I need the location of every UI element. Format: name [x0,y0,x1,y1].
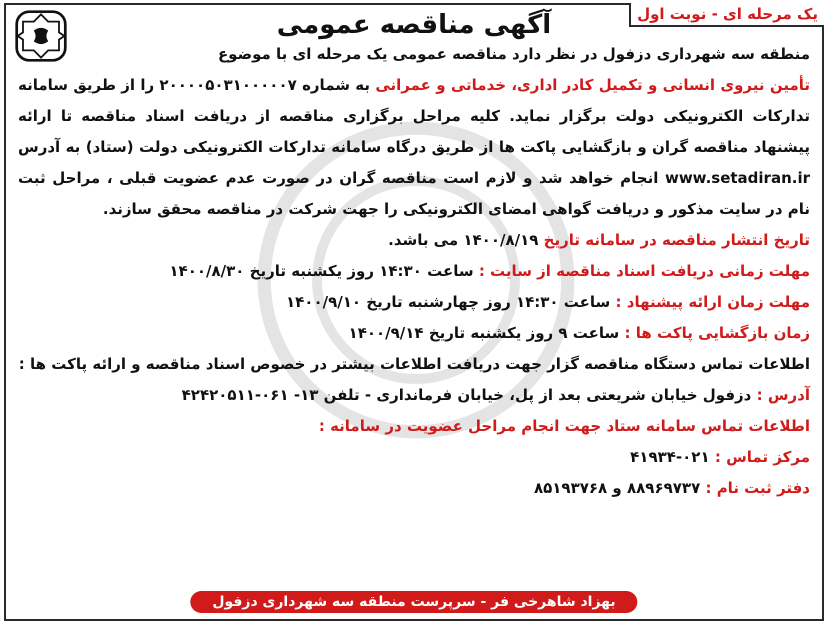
publish-label: تاریخ انتشار مناقصه در سامانه تاریخ [543,231,810,249]
opening-line [18,318,810,349]
subject-paragraph [18,70,810,225]
opening-label: زمان بازگشایی پاکت ها : [624,324,810,342]
address-label: آدرس : [756,386,810,404]
intro-line: منطقه سه شهرداری دزفول در نظر دارد مناقصه عمومی یک مرحله ای با موضوع [217,45,810,63]
opening-value: ساعت ۹ روز یکشنبه تاریخ ۱۴۰۰/۹/۱۴ [348,324,620,342]
contact-center-line [18,442,810,473]
bids-deadline-label: مهلت زمان ارائه پیشنهاد : [615,293,810,311]
docs-deadline-line [18,256,810,287]
registry-line [18,473,810,504]
notice-title: آگهی مناقصه عمومی [276,10,552,40]
tender-description: به شماره ۲۰۰۰۰۵۰۳۱۰۰۰۰۰۷ را از طریق سامانه تدارکات الکترونیکی دولت برگزار نماید. کلیه مراحل برگزاری مناقصه از دریافت اسناد مناقصه تا ارائه پیشنهاد مناقصه گران و بازگشایی پاکت ها از طریق درگاه سامانه تدارکات الکترونیکی دولت (ستاد) به آدرس www.setadiran.ir انجام خواهد شد و لازم است مناقصه گران در صورت عدم عضویت قبلی ، مراحل ثبت نام در سایت مذکور و دریافت گواهی امضای الکترونیکی را جهت شرکت در مناقصه محقق سازند. [18,76,810,218]
contact-intro: اطلاعات تماس دستگاه مناقصه گزار جهت دریافت اطلاعات بیشتر در خصوص اسناد مناقصه و ارائه پاکت ها : [18,355,810,373]
signatory-banner: بهزاد شاهرخی فر - سرپرست منطقه سه شهرداری دزفول [190,591,637,613]
contact-center-label: مرکز تماس : [714,448,810,466]
docs-deadline-value: ساعت ۱۴:۳۰ روز یکشنبه تاریخ ۱۴۰۰/۸/۳۰ [169,262,474,280]
contact-center-value: ۰۲۱-۴۱۹۳۴ [630,448,710,466]
publish-date-line [18,225,810,256]
docs-deadline-label: مهلت زمانی دریافت اسناد مناقصه از سایت : [478,262,810,280]
bids-deadline-line [18,287,810,318]
address-line [18,380,810,411]
address-value: دزفول خیابان شریعتی بعد از پل، خیابان فرمانداری - تلفن ۱۳- ۰۶۱-۴۲۴۲۰۵۱۱ [181,386,752,404]
tender-notice [4,3,824,621]
tender-subject: تأمین نیروی انسانی و تکمیل کادر اداری، خدماتی و عمرانی [375,76,810,94]
bids-deadline-value: ساعت ۱۴:۳۰ روز چهارشنبه تاریخ ۱۴۰۰/۹/۱۰ [285,293,611,311]
setad-contact-title: اطلاعات تماس سامانه ستاد جهت انجام مراحل عضویت در سامانه : [318,417,810,435]
registry-value: ۸۸۹۶۹۷۳۷ و ۸۵۱۹۳۷۶۸ [533,479,701,497]
notice-body [18,39,810,504]
publish-value: ۱۴۰۰/۸/۱۹ می باشد. [388,231,539,249]
tender-stage-badge: یک مرحله ای - نوبت اول [629,3,824,27]
registry-label: دفتر ثبت نام : [705,479,810,497]
